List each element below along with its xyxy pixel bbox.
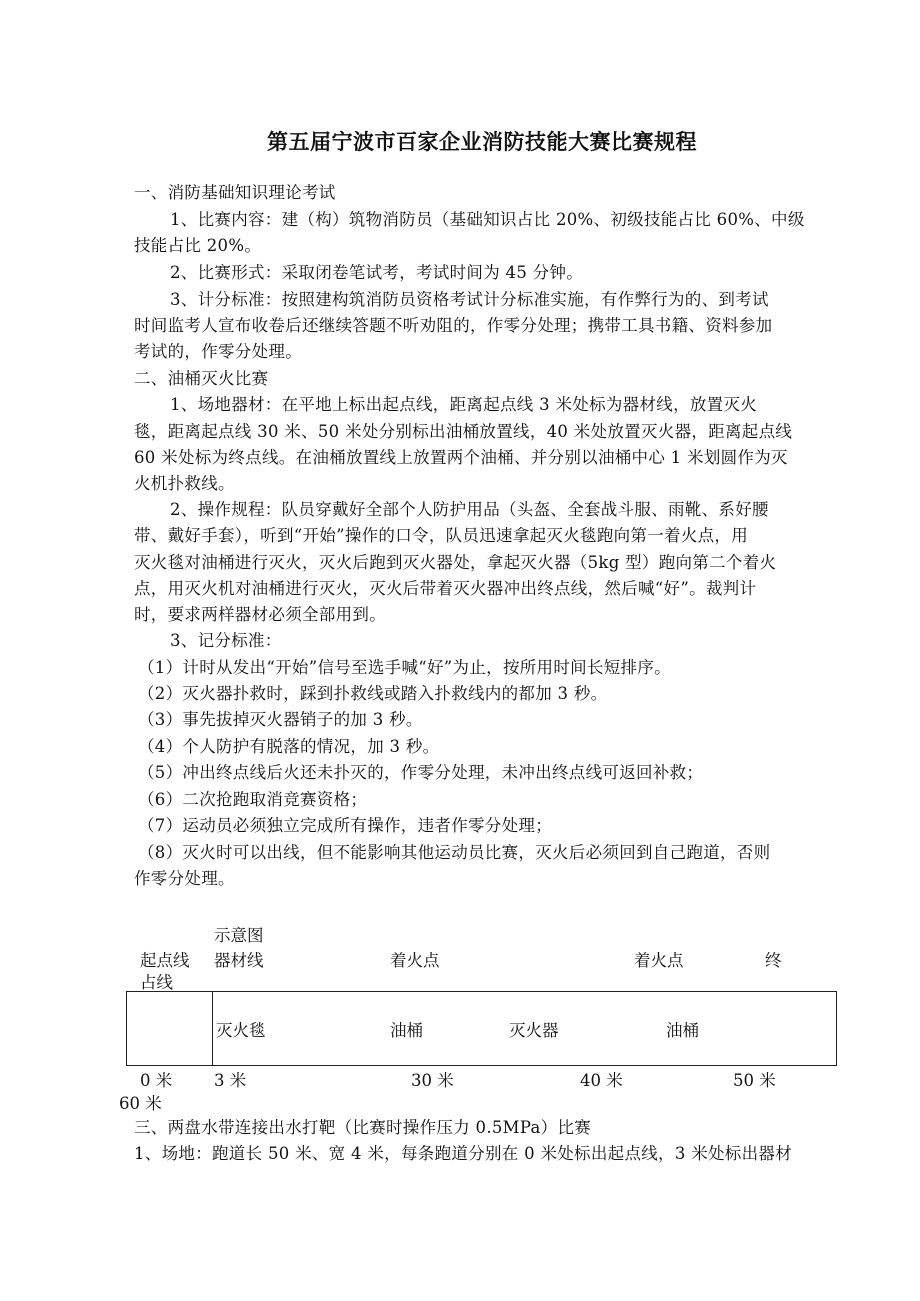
- distance-60m: 60 米: [119, 1094, 162, 1113]
- scoring-rule: （6）二次抢跑取消竞赛资格；: [138, 790, 368, 809]
- paragraph-line: 火机扑救线。: [134, 474, 235, 493]
- fire-point-label-2: 着火点: [634, 951, 684, 970]
- paragraph-line: 技能占比 20%。: [134, 236, 262, 255]
- scoring-rule: （7）运动员必须独立完成所有操作，违者作零分处理；: [138, 816, 552, 835]
- paragraph-line: 时间监考人宣布收卷后还继续答题不听劝阻的，作零分处理；携带工具书籍、资料参加: [134, 316, 773, 335]
- paragraph-line: 时，要求两样器材必须全部用到。: [134, 605, 386, 624]
- paragraph-line: 60 米处标为终点线。在油桶放置线上放置两个油桶、并分别以油桶中心 1 米划圆作为灭: [134, 448, 788, 467]
- scoring-rule: （4）个人防护有脱落的情况，加 3 秒。: [138, 737, 440, 756]
- section-heading-2: 二、油桶灭火比赛: [134, 369, 269, 388]
- end-line-label: 终: [765, 951, 782, 970]
- paragraph-line: 考试的，作零分处理。: [134, 342, 302, 361]
- equipment-line-divider: [212, 991, 213, 1066]
- oil-barrel-cell-2: 油桶: [666, 1021, 699, 1040]
- scoring-rule: （5）冲出终点线后火还未扑灭的，作零分处理，未冲出终点线可返回补救；: [138, 763, 704, 782]
- paragraph-line: 3、计分标准：按照建构筑消防员资格考试计分标准实施，有作弊行为的、到考试: [170, 290, 769, 309]
- paragraph-line: 1、比赛内容：建（构）筑物消防员（基础知识占比 20%、初级技能占比 60%、中级: [170, 210, 805, 229]
- paragraph-line: 带、戴好手套），听到“开始”操作的口令，队员迅速拿起灭火毯跑向第一着火点，用: [134, 526, 749, 545]
- paragraph-line: 灭火毯对油桶进行灭火，灭火后跑到灭火器处，拿起灭火器（5kg 型）跑向第二个着火: [134, 553, 777, 572]
- page-title: 第五届宁波市百家企业消防技能大赛比赛规程: [267, 130, 697, 154]
- distance-3m: 3 米: [214, 1071, 247, 1090]
- distance-30m: 30 米: [411, 1071, 454, 1090]
- paragraph-line: 点，用灭火机对油桶进行灭火，灭火后带着灭火器冲出终点线，然后喊“好”。裁判计: [134, 579, 757, 598]
- scoring-rule: （1）计时从发出“开始”信号至选手喊“好”为止，按所用时间长短排序。: [138, 658, 671, 677]
- scoring-rule: （3）事先拔掉灭火器销子的加 3 秒。: [138, 710, 423, 729]
- distance-40m: 40 米: [580, 1071, 623, 1090]
- start-line-label: 起点线: [140, 951, 190, 970]
- paragraph-line: 3、记分标准：: [170, 631, 282, 650]
- distance-0m: 0 米: [140, 1071, 173, 1090]
- scoring-rule: （8）灭火时可以出线，但不能影响其他运动员比赛，灭火后必须回到自己跑道，否则: [138, 843, 771, 862]
- paragraph-line: 毯，距离起点线 30 米、50 米处分别标出油桶放置线，40 米处放置灭火器，距离起点线: [134, 422, 793, 441]
- paragraph-line: 2、比赛形式：采取闭卷笔试考，考试时间为 45 分钟。: [170, 263, 584, 282]
- fire-blanket-cell: 灭火毯: [216, 1021, 266, 1040]
- distance-50m: 50 米: [733, 1071, 776, 1090]
- paragraph-line: 1、场地器材：在平地上标出起点线，距离起点线 3 米处标为器材线，放置灭火: [170, 395, 758, 414]
- start-line-label-cont: 占线: [140, 973, 173, 992]
- equipment-line-label: 器材线: [214, 951, 264, 970]
- oil-barrel-cell-1: 油桶: [390, 1021, 423, 1040]
- extinguisher-cell: 灭火器: [509, 1021, 559, 1040]
- fire-point-label-1: 着火点: [390, 951, 440, 970]
- diagram-caption: 示意图: [214, 926, 264, 945]
- section-heading-1: 一、消防基础知识理论考试: [134, 183, 336, 202]
- paragraph-line: 2、操作规程：队员穿戴好全部个人防护用品（头盔、全套战斗服、雨靴、系好腰: [170, 500, 769, 519]
- section-heading-3: 三、两盘水带连接出水打靶（比赛时操作压力 0.5MPa）比赛: [134, 1118, 592, 1137]
- paragraph-line: 作零分处理。: [134, 869, 235, 888]
- paragraph-line: 1、场地：跑道长 50 米、宽 4 米，每条跑道分别在 0 米处标出起点线，3 米处标出器材: [134, 1144, 793, 1163]
- scoring-rule: （2）灭火器扑救时，踩到扑救线或踏入扑救线内的都加 3 秒。: [138, 684, 608, 703]
